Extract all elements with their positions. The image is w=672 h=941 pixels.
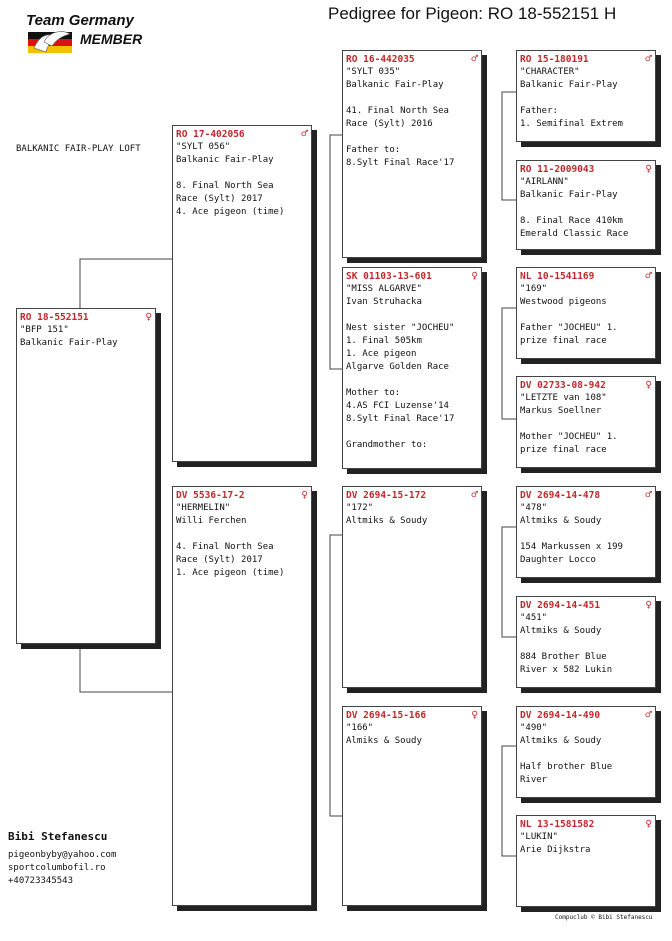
card-line bbox=[520, 202, 652, 215]
ring-number: RO 15-180191 bbox=[520, 54, 589, 65]
male-icon: ♂ bbox=[301, 127, 308, 140]
connector-ss-sss bbox=[502, 92, 516, 128]
card-lines bbox=[520, 176, 652, 241]
connector-ds-dss bbox=[502, 527, 516, 536]
card-line: "MISS ALGARVE" bbox=[346, 284, 422, 294]
card-line: 1. Semifinal Extrem bbox=[520, 119, 623, 129]
card-line: Half brother Blue bbox=[520, 762, 613, 772]
card-line: 884 Brother Blue bbox=[520, 652, 607, 662]
pigeon-card-ddd[interactable] bbox=[516, 815, 656, 907]
card-line bbox=[520, 638, 652, 651]
card-line: 8.Sylt Final Race'17 bbox=[346, 414, 455, 424]
pigeon-card-sss[interactable] bbox=[516, 50, 656, 142]
ring-number: DV 2694-14-490 bbox=[520, 710, 601, 721]
card-line: "LETZTE van 108" bbox=[520, 393, 607, 403]
card-line: 154 Markussen x 199 bbox=[520, 542, 623, 552]
card-line: prize final race bbox=[520, 445, 607, 455]
connector-ss-ssd bbox=[502, 128, 516, 200]
card-line: Willi Ferchen bbox=[176, 516, 247, 526]
female-icon: ♀ bbox=[471, 708, 478, 721]
pigeon-card-sds[interactable] bbox=[516, 267, 656, 359]
card-line: "SYLT 035" bbox=[346, 67, 401, 77]
email-link[interactable]: pigeonbyby@yahoo.com bbox=[8, 850, 117, 860]
card-line bbox=[346, 374, 478, 387]
contact-block bbox=[8, 830, 116, 888]
ring-number: RO 11-2009043 bbox=[520, 164, 595, 175]
card-line: 4.AS FCI Luzense'14 bbox=[346, 401, 449, 411]
pigeon-card-subject[interactable] bbox=[16, 308, 156, 644]
connector-p-s bbox=[80, 259, 172, 308]
card-line: Race (Sylt) 2016 bbox=[346, 119, 433, 129]
male-icon: ♂ bbox=[645, 269, 652, 282]
card-line: Daughter Locco bbox=[520, 555, 596, 565]
card-line: "490" bbox=[520, 723, 548, 733]
card-line: Grandmother to: bbox=[346, 440, 428, 450]
female-icon: ♀ bbox=[645, 162, 652, 175]
connector-ds-dsd bbox=[502, 536, 516, 637]
card-line: Race (Sylt) 2017 bbox=[176, 555, 263, 565]
card-line: Race (Sylt) 2017 bbox=[176, 194, 263, 204]
card-lines bbox=[520, 392, 652, 457]
card-line: "172" bbox=[346, 503, 374, 513]
logo-line1: Team Germany bbox=[26, 12, 134, 29]
female-icon: ♀ bbox=[301, 488, 308, 501]
card-lines bbox=[20, 324, 152, 350]
connector-p-d bbox=[80, 644, 172, 692]
pigeon-card-sire-dam[interactable] bbox=[342, 267, 482, 469]
card-lines bbox=[346, 66, 478, 170]
card-line bbox=[520, 528, 652, 541]
card-line bbox=[346, 131, 478, 144]
card-line: Altmiks & Soudy bbox=[520, 516, 602, 526]
card-line bbox=[176, 528, 308, 541]
card-line: Mother to: bbox=[346, 388, 401, 398]
card-lines bbox=[346, 502, 478, 528]
card-line: 4. Final North Sea bbox=[176, 542, 274, 552]
card-line: Father: bbox=[520, 106, 558, 116]
card-line: "HERMELIN" bbox=[176, 503, 231, 513]
card-line: prize final race bbox=[520, 336, 607, 346]
connector-dd-ddd bbox=[502, 755, 516, 856]
ring-number: NL 10-1541169 bbox=[520, 271, 595, 282]
card-line: "SYLT 056" bbox=[176, 142, 231, 152]
card-line bbox=[346, 426, 478, 439]
card-line: Algarve Golden Race bbox=[346, 362, 449, 372]
male-icon: ♂ bbox=[471, 52, 478, 65]
phone-number: +40723345543 bbox=[8, 876, 74, 886]
card-line: Ivan Struhacka bbox=[346, 297, 422, 307]
card-lines bbox=[176, 141, 308, 219]
female-icon: ♀ bbox=[145, 310, 152, 323]
card-line: Balkanic Fair-Play bbox=[520, 190, 618, 200]
female-icon: ♀ bbox=[645, 598, 652, 611]
card-lines bbox=[520, 283, 652, 348]
ring-number: DV 02733-08-942 bbox=[520, 380, 606, 391]
card-line: Altmiks & Soudy bbox=[520, 626, 602, 636]
card-line: 1. Final 505km bbox=[346, 336, 422, 346]
card-line: Father "JOCHEU" 1. bbox=[520, 323, 618, 333]
card-line: River bbox=[520, 775, 548, 785]
card-lines bbox=[520, 722, 652, 787]
card-line bbox=[520, 748, 652, 761]
ring-number: DV 2694-14-478 bbox=[520, 490, 601, 501]
card-line: 1. Ace pigeon bbox=[346, 349, 417, 359]
card-line: 41. Final North Sea bbox=[346, 106, 449, 116]
card-lines bbox=[520, 831, 652, 857]
pigeon-card-dsd[interactable] bbox=[516, 596, 656, 688]
pigeon-card-dam-dam[interactable] bbox=[342, 706, 482, 906]
website-link[interactable]: sportcolumbofil.ro bbox=[8, 863, 106, 873]
card-line: "166" bbox=[346, 723, 374, 733]
connector-sd-sds bbox=[502, 308, 516, 312]
ring-number: DV 5536-17-2 bbox=[176, 490, 245, 501]
connector-s-ss bbox=[330, 135, 342, 146]
connector-sd-sdd bbox=[502, 312, 516, 419]
card-line: Westwood pigeons bbox=[520, 297, 607, 307]
male-icon: ♂ bbox=[645, 488, 652, 501]
card-lines bbox=[346, 283, 478, 452]
card-line: Altmiks & Soudy bbox=[520, 736, 602, 746]
card-line: 4. Ace pigeon (time) bbox=[176, 207, 285, 217]
ring-number: NL 13-1581582 bbox=[520, 819, 595, 830]
card-line: Altmiks & Soudy bbox=[346, 516, 428, 526]
card-line: "CHARACTER" bbox=[520, 67, 580, 77]
card-line: Balkanic Fair-Play bbox=[176, 155, 274, 165]
card-line bbox=[520, 92, 652, 105]
card-line: 8. Final Race 410km bbox=[520, 216, 623, 226]
pigeon-card-dss[interactable] bbox=[516, 486, 656, 578]
card-line: "LUKIN" bbox=[520, 832, 558, 842]
card-line: "169" bbox=[520, 284, 548, 294]
female-icon: ♀ bbox=[645, 817, 652, 830]
card-line: "478" bbox=[520, 503, 548, 513]
ring-number: DV 2694-15-172 bbox=[346, 490, 427, 501]
pigeon-card-sdd[interactable] bbox=[516, 376, 656, 468]
card-line: Balkanic Fair-Play bbox=[346, 80, 444, 90]
pigeon-card-sire[interactable] bbox=[172, 125, 312, 462]
card-line bbox=[346, 309, 478, 322]
male-icon: ♂ bbox=[645, 52, 652, 65]
card-lines bbox=[520, 502, 652, 567]
card-line bbox=[520, 418, 652, 431]
card-line: Mother "JOCHEU" 1. bbox=[520, 432, 618, 442]
female-icon: ♀ bbox=[645, 378, 652, 391]
card-line: "AIRLANN" bbox=[520, 177, 569, 187]
card-line: 8.Sylt Final Race'17 bbox=[346, 158, 455, 168]
male-icon: ♂ bbox=[471, 488, 478, 501]
card-lines bbox=[520, 612, 652, 677]
connector-d-dd bbox=[330, 550, 342, 816]
card-line bbox=[346, 92, 478, 105]
logo-line2: MEMBER bbox=[80, 31, 143, 47]
pigeon-card-ssd[interactable] bbox=[516, 160, 656, 250]
connector-dd-dds bbox=[502, 746, 516, 755]
credit-text: Compuclub © Bibi Stefanescu bbox=[555, 914, 653, 921]
pigeon-card-dam[interactable] bbox=[172, 486, 312, 906]
card-line: Balkanic Fair-Play bbox=[20, 338, 118, 348]
pigeon-card-dds[interactable] bbox=[516, 706, 656, 798]
card-line bbox=[520, 309, 652, 322]
connector-d-ds bbox=[330, 535, 342, 550]
ring-number: RO 18-552151 bbox=[20, 312, 89, 323]
page-title: Pedigree for Pigeon: RO 18-552151 H bbox=[328, 4, 617, 23]
ring-number: RO 16-442035 bbox=[346, 54, 415, 65]
card-line: Arie Dijkstra bbox=[520, 845, 591, 855]
connector-s-sd bbox=[330, 146, 342, 369]
breeder-name: Bibi Stefanescu bbox=[8, 830, 108, 843]
card-line: Nest sister "JOCHEU" bbox=[346, 323, 455, 333]
card-lines bbox=[176, 502, 308, 580]
card-line: Balkanic Fair-Play bbox=[520, 80, 618, 90]
card-line: River x 582 Lukin bbox=[520, 665, 613, 675]
male-icon: ♂ bbox=[645, 708, 652, 721]
card-line: 1. Ace pigeon (time) bbox=[176, 568, 285, 578]
card-line: Almiks & Soudy bbox=[346, 736, 422, 746]
card-line bbox=[176, 167, 308, 180]
card-lines bbox=[520, 66, 652, 131]
pigeon-card-sire-sire[interactable] bbox=[342, 50, 482, 258]
card-lines bbox=[346, 722, 478, 748]
female-icon: ♀ bbox=[471, 269, 478, 282]
card-line: Markus Soellner bbox=[520, 406, 602, 416]
card-line: Emerald Classic Race bbox=[520, 229, 629, 239]
ring-number: DV 2694-15-166 bbox=[346, 710, 427, 721]
ring-number: DV 2694-14-451 bbox=[520, 600, 601, 611]
card-line: "451" bbox=[520, 613, 548, 623]
ring-number: RO 17-402056 bbox=[176, 129, 245, 140]
card-line: "BFP 151" bbox=[20, 325, 69, 335]
pigeon-card-dam-sire[interactable] bbox=[342, 486, 482, 688]
loft-name: BALKANIC FAIR-PLAY LOFT bbox=[16, 144, 141, 154]
ring-number: SK 01103-13-601 bbox=[346, 271, 432, 282]
card-line: 8. Final North Sea bbox=[176, 181, 274, 191]
card-line: Father to: bbox=[346, 145, 401, 155]
